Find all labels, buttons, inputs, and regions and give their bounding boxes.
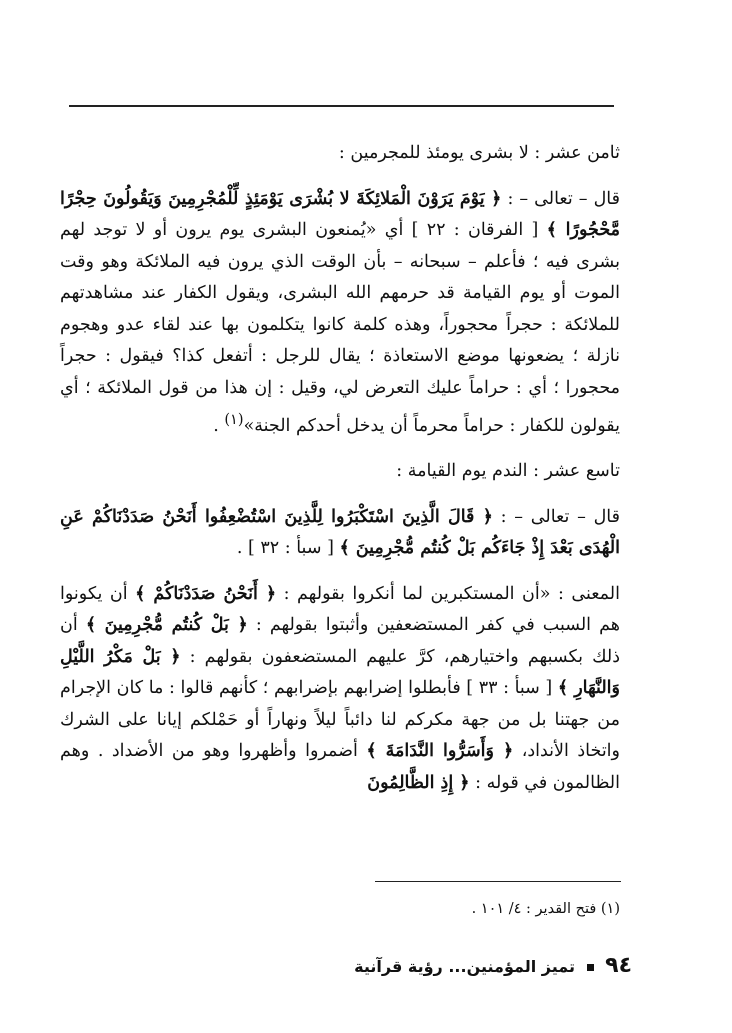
paragraph-1 — [60, 184, 620, 443]
body-span: أضمروا وأظهروا وهو من الأضداد . وهم الظالمون في قوله : — [60, 741, 620, 793]
body-span: . — [213, 415, 225, 436]
section-heading-8: ثامن عشر : لا بشرى يومئذ للمجرمين : — [338, 143, 620, 163]
body-span: [ سبأ : ٣٣ ] فأبطلوا إضرابهم بإضرابهم ؛ كأنهم قالوا : ما كان الإجرام من جهتنا بل من جهة مكركم لنا دائباً ليلاً ونهاراً أو حَمْلكم إيانا على الشرك واتخاذ الأنداد، — [60, 678, 620, 762]
verse-reference: [ سبأ : ٣٢ ] . — [236, 538, 340, 559]
page-footer — [60, 953, 632, 980]
quran-verse: ﴿ قَالَ الَّذِينَ اسْتَكْبَرُوا لِلَّذِينَ اسْتُضْعِفُوا أَنَحْنُ صَدَدْنَاكُمْ عَنِ الْهُدَى بَعْدَ إِذْ جَاءَكُم بَلْ كُنتُم مُّجْرِمِينَ ﴾ — [60, 506, 620, 559]
section-heading-9: تاسع عشر : الندم يوم القيامة : — [396, 461, 620, 482]
body-span: المعنى : «أن المستكبرين لما أنكروا بقولهم : — [276, 583, 620, 604]
header-rule — [69, 105, 614, 107]
quran-verse: ﴿ إِذِ الظَّالِمُونَ — [367, 772, 470, 793]
footnote-marker: (١) — [224, 411, 244, 428]
bullet-square-icon — [587, 964, 594, 971]
body-span: أن ذلك بكسبهم واختيارهم، كرَّ عليهم المستضعفون بقولهم : — [60, 615, 620, 667]
body-span: [ الفرقان : ٢٢ ] أي «يُمنعون البشرى يوم يرون أو لا توجد لهم بشرى فيه ؛ فأعلم – سبحانه – بأن الوقت الذي يرون فيه الملائكة وهو وقت الموت أو يوم القيامة قد حرمهم الله البشرى، ويقول الكفار عند مشاهدتهم للملائكة : حجراً محجوراً، وهذه كلمة كانوا يتكلمون بها عند لقاء عدو وهجوم نازلة ؛ يضعونها موضع الاستعاذة ؛ يقال للرجل : أتفعل كذا؟ فيقول : حجراً محجورا ؛ أي : حراماً عليك التعرض لي، وقيل : إن هذا من قول الملائكة ؛ أي يقولون للكفار : حراماً محرماً أن يدخل أحدكم الجنة» — [60, 220, 620, 436]
body-span: أن يكونوا هم السبب في كفر المستضعفين وأثبتوا بقولهم : — [60, 583, 621, 636]
paragraph-2 — [60, 502, 620, 565]
body-text — [60, 138, 620, 799]
quran-verse: ﴿ يَوْمَ يَرَوْنَ الْمَلائِكَةَ لا بُشْرَى يَوْمَئِذٍ لِّلْمُجْرِمِينَ وَيَقُولُونَ حِجْرًا مَّحْجُورًا ﴾ — [60, 188, 620, 240]
footnote-rule — [375, 881, 621, 882]
quran-verse: ﴿ أَنَحْنُ صَدَدْنَاكُمْ ﴾ — [135, 583, 277, 604]
quran-verse: ﴿ وَأَسَرُّوا النَّدَامَةَ ﴾ — [366, 741, 514, 762]
footnote: (١) فتح القدير : ٤/ ١٠١ . — [471, 901, 620, 917]
intro-text: قال – تعالى – : — [492, 506, 621, 527]
quran-verse: ﴿ بَلْ كُنتُم مُّجْرِمِينَ ﴾ — [85, 615, 248, 636]
page-number: ٩٤ — [605, 953, 632, 978]
quran-verse: ﴿ بَلْ مَكْرُ اللَّيْلِ وَالنَّهَارِ ﴾ — [60, 646, 620, 699]
paragraph-3 — [60, 579, 620, 800]
intro-text: قال – تعالى – : — [501, 188, 620, 209]
book-title: تميز المؤمنين... رؤية قرآنية — [354, 957, 575, 976]
